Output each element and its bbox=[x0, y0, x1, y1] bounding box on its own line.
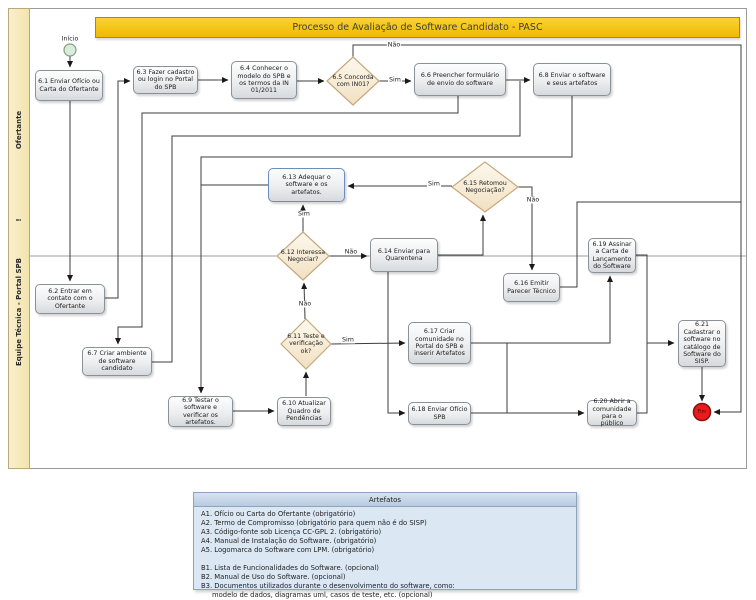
flow-edges bbox=[70, 45, 741, 413]
swimlane-band bbox=[8, 8, 30, 469]
legend-line-a4: A4. Manual de Instalação do Software. (obrigatório) bbox=[201, 537, 377, 545]
task-6-9: 6.9 Testar o software e verificar os artefatos. bbox=[168, 396, 233, 427]
gateway-6-15-label: 6.15 Retomou Negociação? bbox=[463, 179, 507, 194]
gateway-6-12-label: 6.12 Interessa Negociar? bbox=[280, 248, 326, 263]
start-event bbox=[64, 44, 76, 56]
edge-label-65-sim: Sim bbox=[389, 76, 401, 84]
task-6-3: 6.3 Fazer cadastro ou login no Portal do SPB bbox=[133, 66, 198, 94]
start-event-label: Início bbox=[61, 35, 79, 43]
gateway-6-11-label: 6.11 Teste e verificação ok? bbox=[287, 333, 325, 355]
task-6-21: 6.21 Cadastrar o software no catálogo de Software do SISP. bbox=[678, 320, 726, 367]
legend-line-b1: B1. Lista de Funcionalidades do Software. (opcional) bbox=[201, 564, 379, 572]
task-6-20: 6.20 Abrir a comunidade para o público bbox=[587, 400, 637, 426]
edge-67-68 bbox=[152, 81, 520, 362]
legend-line-a5: A5. Logomarca do Software com LPM. (obrigatório) bbox=[201, 546, 375, 554]
edge-label-615-nao: Não bbox=[526, 196, 540, 204]
task-6-10: 6.10 Atualizar Quadro de Pendências bbox=[277, 397, 331, 426]
edge-62-63 bbox=[105, 81, 130, 298]
legend-line-a3: A3. Código-fonte sob Licença CC-GPL 2. (obrigatório) bbox=[201, 528, 382, 536]
process-title: Processo de Avaliação de Software Candidato - PASC bbox=[292, 22, 543, 33]
lane-label-ofertante: Ofertante bbox=[15, 110, 23, 150]
legend-line-b3: B3. Documentos utilizados durante o desenvolvimento do software, como: bbox=[201, 582, 455, 590]
lane-label-exclamation: ! bbox=[15, 218, 23, 222]
legend-line-b2: B2. Manual de Uso do Software. (opcional) bbox=[201, 573, 346, 581]
legend-line-blank bbox=[201, 555, 569, 564]
task-6-7: 6.7 Criar ambiente de software candidato bbox=[82, 347, 152, 376]
task-6-19: 6.19 Assinar a Carta de Lançamento do Software bbox=[588, 238, 636, 273]
legend-line-b3-cont: modelo de dados, diagramas uml, casos de teste, etc. (opcional) bbox=[212, 591, 433, 599]
task-6-18: 6.18 Enviar Ofício SPB bbox=[408, 402, 471, 425]
artefatos-legend bbox=[193, 492, 577, 599]
lane-label-equipe-tecnica: Equipe Técnica - Portal SPB bbox=[15, 258, 23, 366]
end-event-label: Fim bbox=[697, 409, 707, 415]
edge-619-621 bbox=[636, 255, 674, 343]
task-6-1: 6.1 Enviar Ofício ou Carta do Ofertante bbox=[35, 70, 103, 101]
edge-label-65-nao: Não bbox=[387, 41, 401, 49]
task-6-16: 6.16 Emitir Parecer Técnico bbox=[503, 273, 560, 302]
edge-label-611-sim: Sim bbox=[342, 336, 354, 344]
edge-label-615-sim: Sim bbox=[428, 180, 440, 188]
edge-614-618 bbox=[388, 272, 405, 413]
task-6-2: 6.2 Entrar em contato com o Ofertante bbox=[35, 284, 105, 314]
gateway-6-5-label: 6.5 Concorda com IN01? bbox=[332, 73, 374, 88]
process-title-bar bbox=[95, 17, 740, 38]
edge-label-612-sim: Sim bbox=[298, 210, 310, 218]
edge-label-612-nao: Não bbox=[344, 248, 358, 256]
task-6-14: 6.14 Enviar para Quarentena bbox=[370, 238, 438, 272]
edge-620-621 bbox=[637, 343, 647, 413]
edge-66-67 bbox=[118, 96, 458, 344]
edge-616-fim bbox=[558, 202, 741, 287]
task-6-6: 6.6 Preencher formulário de envio do software bbox=[414, 63, 506, 96]
task-6-8: 6.8 Enviar o software e seus artefatos bbox=[533, 63, 611, 96]
task-6-13: 6.13 Adequar o software e os artefatos. bbox=[268, 168, 345, 202]
artefatos-legend-header bbox=[194, 493, 576, 507]
edge-614-615 bbox=[438, 215, 483, 255]
artefatos-legend-title: Artefatos bbox=[368, 495, 402, 504]
task-6-17: 6.17 Criar comunidade no Portal do SPB e inserir Artefatos bbox=[408, 322, 471, 364]
legend-line-a2: A2. Termo de Compromisso (obrigatório para quem não é do SISP) bbox=[201, 519, 427, 527]
task-6-4: 6.4 Conhecer o modelo do SPB e os termos da IN 01/2011 bbox=[231, 61, 297, 99]
edge-label-611-nao: Não bbox=[298, 300, 312, 308]
artefatos-legend-body bbox=[194, 507, 576, 600]
legend-line-a1: A1. Ofício ou Carta do Ofertante (obrigatório) bbox=[201, 510, 356, 518]
